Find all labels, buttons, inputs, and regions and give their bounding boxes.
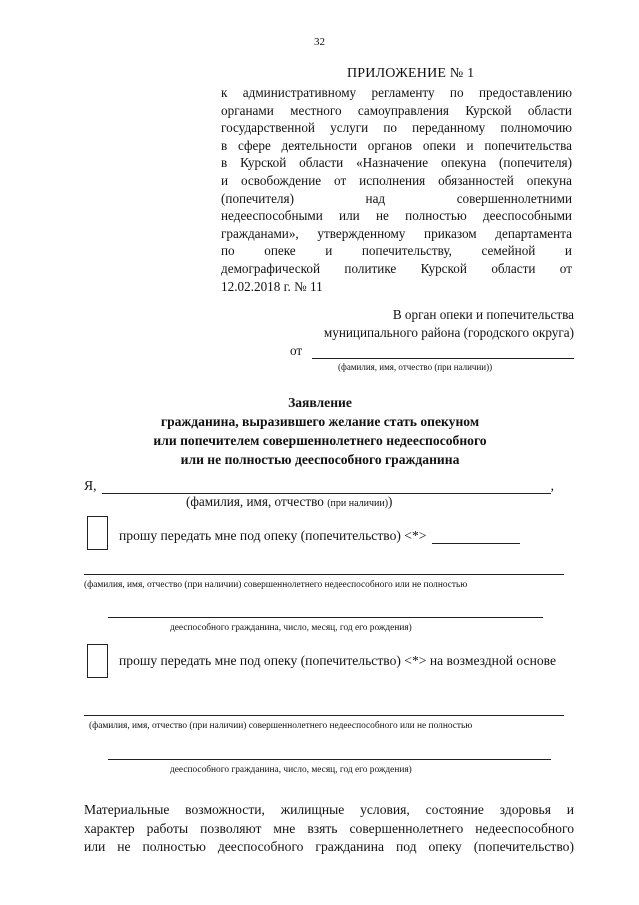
appendix-line: к административному регламенту по предоставлению (221, 85, 572, 100)
appendix-line: 12.02.2018 г. № 11 (221, 278, 323, 294)
ward-birth-caption: дееспособного гражданина, число, месяц, год его рождения) (170, 623, 412, 633)
addressee-line: муниципального района (городского округа) (323, 324, 574, 340)
applicant-label: Я, (84, 478, 97, 493)
applicant-comma: , (550, 478, 554, 493)
applicant-hint-small: (при наличии) (327, 498, 389, 509)
appendix-description (221, 84, 572, 295)
form-subtitle-line: или не полностью дееспособного гражданина (180, 452, 460, 467)
appendix-line: государственной услуги по переданному полномочию (221, 120, 572, 136)
conditions-line: или не полностью дееспособного гражданина под опеку (попечительство) (84, 839, 574, 854)
appendix-line: гражданами», утвержденному приказом департамента (221, 225, 572, 241)
guardianship-request (119, 528, 520, 544)
paid-guardianship-request: прошу передать мне под опеку (попечительство) <*> на возмездной основе (119, 653, 557, 668)
applicant-hint-end: ) (388, 494, 393, 509)
guardianship-request-text: прошу передать мне под опеку (попечительство) <*> (119, 528, 427, 543)
ward-name-field[interactable] (84, 574, 564, 575)
ward-name-caption: (фамилия, имя, отчество (при наличии) совершеннолетнего недееспособного или не полностью (84, 580, 468, 590)
paid-ward-name-caption: (фамилия, имя, отчество (при наличии) совершеннолетнего недееспособного или не полностью (89, 721, 473, 731)
appendix-line: в сфере деятельности органов опеки и попечительства (221, 137, 572, 153)
from-label: от (290, 343, 303, 358)
conditions-paragraph (84, 801, 574, 857)
paid-ward-birth-field[interactable] (108, 759, 551, 760)
conditions-line: характер работы позволяют мне взять совершеннолетнего недееспособного (84, 820, 574, 836)
form-subtitle-line: гражданина, выразившего желание стать опекуном (160, 414, 480, 429)
applicant-hint-main: (фамилия, имя, отчество (186, 494, 328, 509)
paid-ward-birth-caption: дееспособного гражданина, число, месяц, год его рождения) (170, 765, 412, 775)
guardianship-checkbox[interactable] (87, 516, 108, 550)
paid-guardianship-checkbox[interactable] (87, 644, 108, 678)
applicant-row (84, 478, 554, 494)
addressee-block (286, 306, 574, 341)
applicant-name-field[interactable] (102, 479, 550, 494)
appendix-line: демографической политике Курской области от (221, 260, 572, 276)
appendix-line: в Курской области «Назначение опекуна (попечителя) (221, 155, 572, 171)
appendix-line: (попечителя) над совершеннолетними (221, 190, 572, 206)
from-name-field[interactable] (312, 344, 574, 359)
conditions-line: Материальные возможности, жилищные условия, состояние здоровья и (84, 802, 574, 817)
ward-birth-field[interactable] (108, 617, 543, 618)
paid-ward-name-field[interactable] (84, 715, 564, 716)
appendix-line: и освобождение от исполнения обязанностей опекуна (221, 172, 572, 188)
form-title: Заявление (288, 395, 352, 410)
appendix-line: недееспособными или не полностью дееспособными (221, 208, 572, 224)
form-subtitle-line: или попечителем совершеннолетнего недееспособного (153, 433, 487, 448)
appendix-title: ПРИЛОЖЕНИЕ № 1 (347, 66, 475, 81)
page-number: 32 (314, 36, 325, 48)
appendix-line: по опеке и попечительству, семейной и (221, 243, 572, 259)
applicant-hint (186, 494, 392, 510)
appendix-line: органами местного самоуправления Курской области (221, 102, 572, 118)
addressee-line: В орган опеки и попечительства (392, 307, 574, 322)
ward-short-field[interactable] (432, 529, 520, 544)
from-row (290, 343, 574, 359)
from-hint: (фамилия, имя, отчество (при наличии)) (338, 362, 493, 372)
